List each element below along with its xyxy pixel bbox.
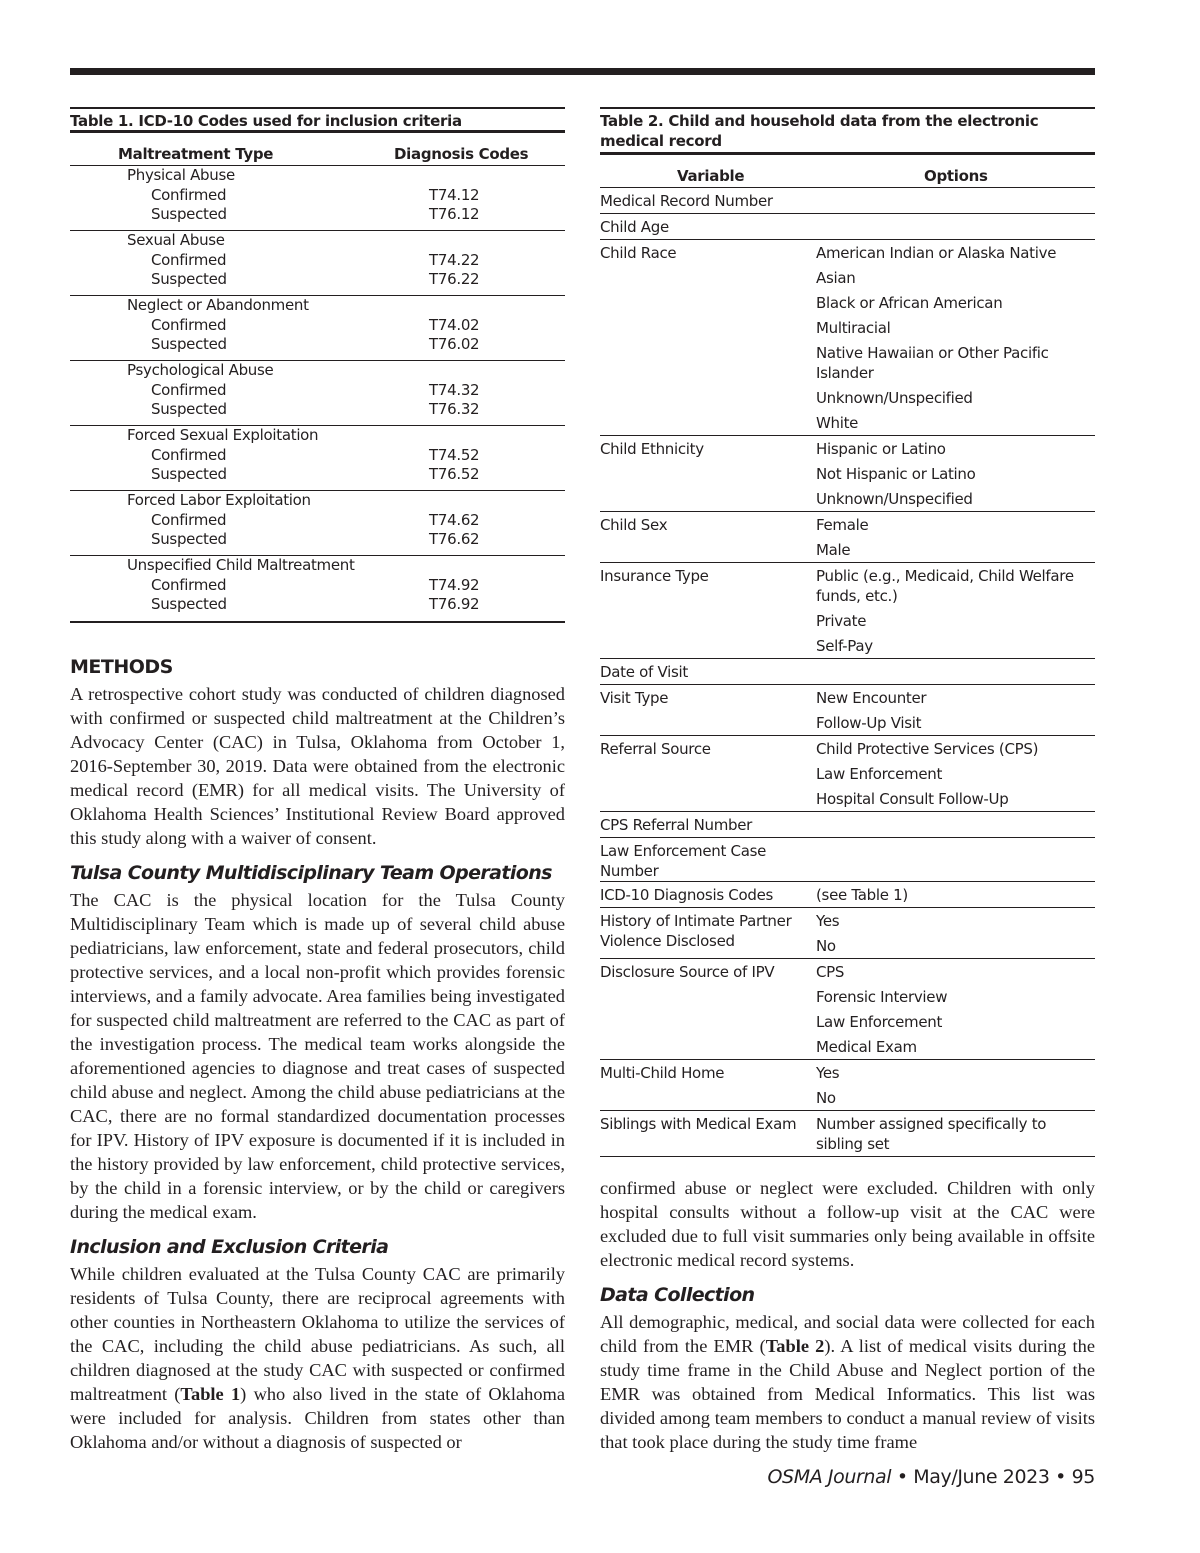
table-1-row bbox=[70, 296, 565, 316]
option-item: Multiracial bbox=[816, 319, 891, 337]
table-2-row bbox=[600, 1111, 1095, 1157]
option-item: Hospital Consult Follow-Up bbox=[816, 790, 1009, 808]
col-options: Options bbox=[924, 167, 988, 185]
methods-paragraph: A retrospective cohort study was conducted of children diagnosed with confirmed or suspected child maltreatment at the Children’s Advocacy Center (CAC) in Tulsa, Oklahoma from October 1, 2016-September 30, 2019. Data were obtained from the electronic medical record (EMR) for all medical visits. The University of Oklahoma Health Sciences’ Institutional Review Board approved this study along with a waiver of consent. bbox=[70, 684, 565, 848]
mdt-operations-paragraph: The CAC is the physical location for the Tulsa County Multidisciplinary Team which is made up of several child abuse pediatricians, law enforcement, state and federal prosecutors, child protective services, and a local non-profit which provides forensic interviews, and a family advocate. Area families being investigated for suspected child maltreatment are referred to the CAC as part of the investigation process. The medical team works alongside the aforementioned agencies to diagnose and treat cases of suspected child abuse and neglect. Among the child abuse pediatricians at the CAC, there are no formal standardized documentation processes for IPV. History of IPV exposure is documented if it is included in the history provided by law enforcement, child protective services, by the child in a forensic interview, or by the child or caregivers during the medical exam. bbox=[70, 890, 565, 1222]
confirmed-code: T74.32 bbox=[429, 380, 480, 399]
option-item: Yes bbox=[816, 1064, 840, 1082]
table-2-row bbox=[600, 563, 1095, 659]
variable-name: CPS Referral Number bbox=[600, 816, 753, 834]
table-2-row bbox=[600, 908, 1095, 959]
option-item: No bbox=[816, 1089, 836, 1107]
maltreatment-type: Psychological Abuse bbox=[127, 361, 274, 379]
option-item: Private bbox=[816, 612, 867, 630]
option-item: Law Enforcement bbox=[816, 1013, 943, 1031]
confirmed-code: T74.22 bbox=[429, 250, 480, 269]
variable-name: Siblings with Medical Exam bbox=[600, 1115, 797, 1133]
options-list bbox=[816, 659, 1095, 684]
methods-heading: METHODS bbox=[70, 656, 173, 678]
subheading-data-collection: Data Collection bbox=[600, 1284, 755, 1306]
confirmed-code: T74.02 bbox=[429, 315, 480, 334]
confirmed-code: T74.92 bbox=[429, 575, 480, 594]
variable-name: Child Race bbox=[600, 244, 677, 262]
confirmed-label: Confirmed bbox=[151, 575, 227, 594]
table-1-row bbox=[70, 595, 565, 615]
variable-name: Child Ethnicity bbox=[600, 440, 704, 458]
maltreatment-type: Forced Labor Exploitation bbox=[127, 491, 311, 509]
empty-option bbox=[816, 188, 1095, 213]
empty-option bbox=[816, 838, 1095, 863]
confirmed-label: Confirmed bbox=[151, 315, 227, 334]
option-item: Yes bbox=[816, 912, 840, 930]
table-1-row bbox=[70, 231, 565, 251]
confirmed-label: Confirmed bbox=[151, 380, 227, 399]
inclusion-text-b: ) who also lived in the state of Oklahoma were included for analysis. Children from states other than Oklahoma and/or without a diagnosis of suspected or bbox=[70, 1384, 565, 1452]
table-2-row bbox=[600, 1060, 1095, 1111]
option-item: Not Hispanic or Latino bbox=[816, 465, 976, 483]
table-2-row bbox=[600, 812, 1095, 838]
table-1-row bbox=[70, 576, 565, 596]
option-item: Law Enforcement bbox=[816, 765, 943, 783]
options-list bbox=[816, 812, 1095, 837]
variable-name: Date of Visit bbox=[600, 663, 688, 681]
table-1 bbox=[70, 107, 565, 623]
option-item: Forensic Interview bbox=[816, 988, 948, 1006]
confirmed-label: Confirmed bbox=[151, 445, 227, 464]
variable-name: Insurance Type bbox=[600, 567, 709, 585]
variable-name: History of Intimate Partner Violence Disclosed bbox=[600, 912, 792, 950]
variable-name: Disclosure Source of IPV bbox=[600, 963, 775, 981]
confirmed-label: Confirmed bbox=[151, 510, 227, 529]
variable-name: Referral Source bbox=[600, 740, 711, 758]
option-item: Asian bbox=[816, 269, 856, 287]
option-item: (see Table 1) bbox=[816, 886, 908, 904]
table-2-row bbox=[600, 736, 1095, 812]
option-item: CPS bbox=[816, 963, 845, 981]
table-1-row bbox=[70, 530, 565, 550]
col-diagnosis-codes: Diagnosis Codes bbox=[394, 145, 529, 163]
table-1-row bbox=[70, 205, 565, 225]
suspected-code: T76.02 bbox=[429, 335, 480, 354]
variable-name: Visit Type bbox=[600, 689, 669, 707]
inclusion-text-a: While children evaluated at the Tulsa County CAC are primarily residents of Tulsa County, there are reciprocal agreements with other counties in Northeastern Oklahoma to utilize the services of the CAC, including the child abuse pediatricians. As such, all children diagnosed at the study CAC with suspected or confirmed maltreatment ( bbox=[70, 1264, 565, 1404]
col-maltreatment-type: Maltreatment Type bbox=[118, 145, 274, 163]
table-1-row bbox=[70, 361, 565, 381]
option-item: Public (e.g., Medicaid, Child Welfare funds, etc.) bbox=[816, 567, 1074, 605]
inclusion-criteria-paragraph bbox=[70, 1262, 565, 1454]
variable-name: Medical Record Number bbox=[600, 192, 773, 210]
col-variable: Variable bbox=[677, 167, 745, 185]
variable-name: Law Enforcement Case Number bbox=[600, 842, 767, 880]
table-2-caption: Table 2. Child and household data from the electronic medical record bbox=[600, 107, 1095, 155]
suspected-label: Suspected bbox=[151, 595, 227, 614]
options-list bbox=[816, 685, 1095, 735]
left-column-text bbox=[70, 652, 565, 1462]
table-1-row bbox=[70, 400, 565, 420]
suspected-code: T76.32 bbox=[429, 400, 480, 419]
option-item: New Encounter bbox=[816, 689, 927, 707]
data-collection-paragraph bbox=[600, 1310, 1095, 1454]
option-item: Black or African American bbox=[816, 294, 1003, 312]
table-2 bbox=[600, 107, 1095, 1157]
options-list bbox=[816, 908, 1095, 958]
option-item: American Indian or Alaska Native bbox=[816, 244, 1057, 262]
options-list bbox=[816, 188, 1095, 213]
table-1-group bbox=[70, 361, 565, 426]
subheading-inclusion-criteria: Inclusion and Exclusion Criteria bbox=[70, 1236, 389, 1258]
option-item: Native Hawaiian or Other Pacific Islander bbox=[816, 344, 1049, 382]
right-column-text bbox=[600, 1176, 1095, 1462]
variable-name: Child Sex bbox=[600, 516, 668, 534]
table-1-body bbox=[70, 166, 565, 623]
table-1-header bbox=[70, 133, 565, 166]
table-2-reference: Table 2 bbox=[765, 1336, 825, 1356]
suspected-label: Suspected bbox=[151, 465, 227, 484]
table-2-row bbox=[600, 436, 1095, 512]
suspected-code: T76.62 bbox=[429, 530, 480, 549]
table-1-row bbox=[70, 335, 565, 355]
suspected-code: T76.22 bbox=[429, 270, 480, 289]
suspected-label: Suspected bbox=[151, 205, 227, 224]
options-list bbox=[816, 1060, 1095, 1110]
options-list bbox=[816, 512, 1095, 562]
table-1-row bbox=[70, 186, 565, 206]
suspected-code: T76.12 bbox=[429, 205, 480, 224]
issue-and-page: • May/June 2023 • 95 bbox=[891, 1466, 1095, 1488]
option-item: No bbox=[816, 937, 836, 955]
empty-option bbox=[816, 659, 1095, 684]
suspected-label: Suspected bbox=[151, 530, 227, 549]
maltreatment-type: Forced Sexual Exploitation bbox=[127, 426, 319, 444]
table-2-row bbox=[600, 512, 1095, 563]
options-list bbox=[816, 240, 1095, 435]
table-2-body bbox=[600, 188, 1095, 1157]
suspected-code: T76.52 bbox=[429, 465, 480, 484]
options-list bbox=[816, 1111, 1095, 1156]
table-1-group bbox=[70, 166, 565, 231]
table-1-row bbox=[70, 446, 565, 466]
table-2-row bbox=[600, 685, 1095, 736]
options-list bbox=[816, 736, 1095, 811]
table-1-row bbox=[70, 251, 565, 271]
confirmed-code: T74.12 bbox=[429, 185, 480, 204]
suspected-code: T76.92 bbox=[429, 595, 480, 614]
table-1-row bbox=[70, 491, 565, 511]
data-collection-text-b: ). A list of medical visits during the study time frame in the Child Abuse and Neglect portion of the EMR was obtained from Medical Informatics. This list was divided among team members to conduct a manual review of visits that took place during the study time frame bbox=[600, 1336, 1095, 1452]
options-list bbox=[816, 214, 1095, 239]
options-list bbox=[816, 959, 1095, 1059]
table-2-row bbox=[600, 214, 1095, 240]
option-item: Male bbox=[816, 541, 851, 559]
options-list bbox=[816, 882, 1095, 907]
table-1-group bbox=[70, 296, 565, 361]
option-item: Unknown/Unspecified bbox=[816, 490, 973, 508]
table-1-row bbox=[70, 465, 565, 485]
maltreatment-type: Physical Abuse bbox=[127, 166, 235, 184]
option-item: Female bbox=[816, 516, 869, 534]
suspected-label: Suspected bbox=[151, 270, 227, 289]
option-item: Unknown/Unspecified bbox=[816, 389, 973, 407]
subheading-mdt-operations: Tulsa County Multidisciplinary Team Operations bbox=[70, 862, 552, 884]
table-1-caption: Table 1. ICD-10 Codes used for inclusion criteria bbox=[70, 107, 565, 133]
option-item: Medical Exam bbox=[816, 1038, 917, 1056]
continued-paragraph: confirmed abuse or neglect were excluded. Children with only hospital consults without a follow-up visit at the CAC were excluded due to full visit summaries only being available in offsite electronic medical record systems. bbox=[600, 1178, 1095, 1270]
table-1-row bbox=[70, 166, 565, 186]
table-1-row bbox=[70, 426, 565, 446]
option-item: Number assigned specifically to sibling set bbox=[816, 1115, 1047, 1153]
empty-option bbox=[816, 214, 1095, 239]
option-item: Hispanic or Latino bbox=[816, 440, 946, 458]
confirmed-label: Confirmed bbox=[151, 185, 227, 204]
maltreatment-type: Neglect or Abandonment bbox=[127, 296, 309, 314]
table-2-row bbox=[600, 959, 1095, 1060]
table-2-row bbox=[600, 882, 1095, 908]
table-1-group bbox=[70, 556, 565, 623]
option-item: Follow-Up Visit bbox=[816, 714, 922, 732]
table-1-group bbox=[70, 491, 565, 556]
table-2-header bbox=[600, 155, 1095, 188]
page-footer bbox=[767, 1466, 1095, 1488]
table-1-row bbox=[70, 270, 565, 290]
table-2-row bbox=[600, 659, 1095, 685]
variable-name: ICD-10 Diagnosis Codes bbox=[600, 886, 774, 904]
journal-name: OSMA Journal bbox=[767, 1466, 892, 1488]
suspected-label: Suspected bbox=[151, 400, 227, 419]
table-1-row bbox=[70, 316, 565, 336]
table-2-row bbox=[600, 240, 1095, 436]
confirmed-code: T74.52 bbox=[429, 445, 480, 464]
maltreatment-type: Unspecified Child Maltreatment bbox=[127, 556, 355, 574]
top-rule bbox=[70, 68, 1095, 75]
option-item: Child Protective Services (CPS) bbox=[816, 740, 1039, 758]
variable-name: Multi-Child Home bbox=[600, 1064, 725, 1082]
options-list bbox=[816, 436, 1095, 511]
table-1-row bbox=[70, 556, 565, 576]
options-list bbox=[816, 563, 1095, 658]
table-2-row bbox=[600, 188, 1095, 214]
table-1-group bbox=[70, 426, 565, 491]
empty-option bbox=[816, 812, 1095, 837]
table-1-group bbox=[70, 231, 565, 296]
confirmed-label: Confirmed bbox=[151, 250, 227, 269]
variable-name: Child Age bbox=[600, 218, 669, 236]
table-1-row bbox=[70, 511, 565, 531]
option-item: White bbox=[816, 414, 859, 432]
confirmed-code: T74.62 bbox=[429, 510, 480, 529]
suspected-label: Suspected bbox=[151, 335, 227, 354]
data-collection-text-a: All demographic, medical, and social data were collected for each child from the EMR ( bbox=[600, 1312, 1095, 1356]
option-item: Self-Pay bbox=[816, 637, 873, 655]
options-list bbox=[816, 838, 1095, 881]
table-2-row bbox=[600, 838, 1095, 882]
table-1-reference: Table 1 bbox=[180, 1384, 241, 1404]
maltreatment-type: Sexual Abuse bbox=[127, 231, 225, 249]
table-1-row bbox=[70, 381, 565, 401]
